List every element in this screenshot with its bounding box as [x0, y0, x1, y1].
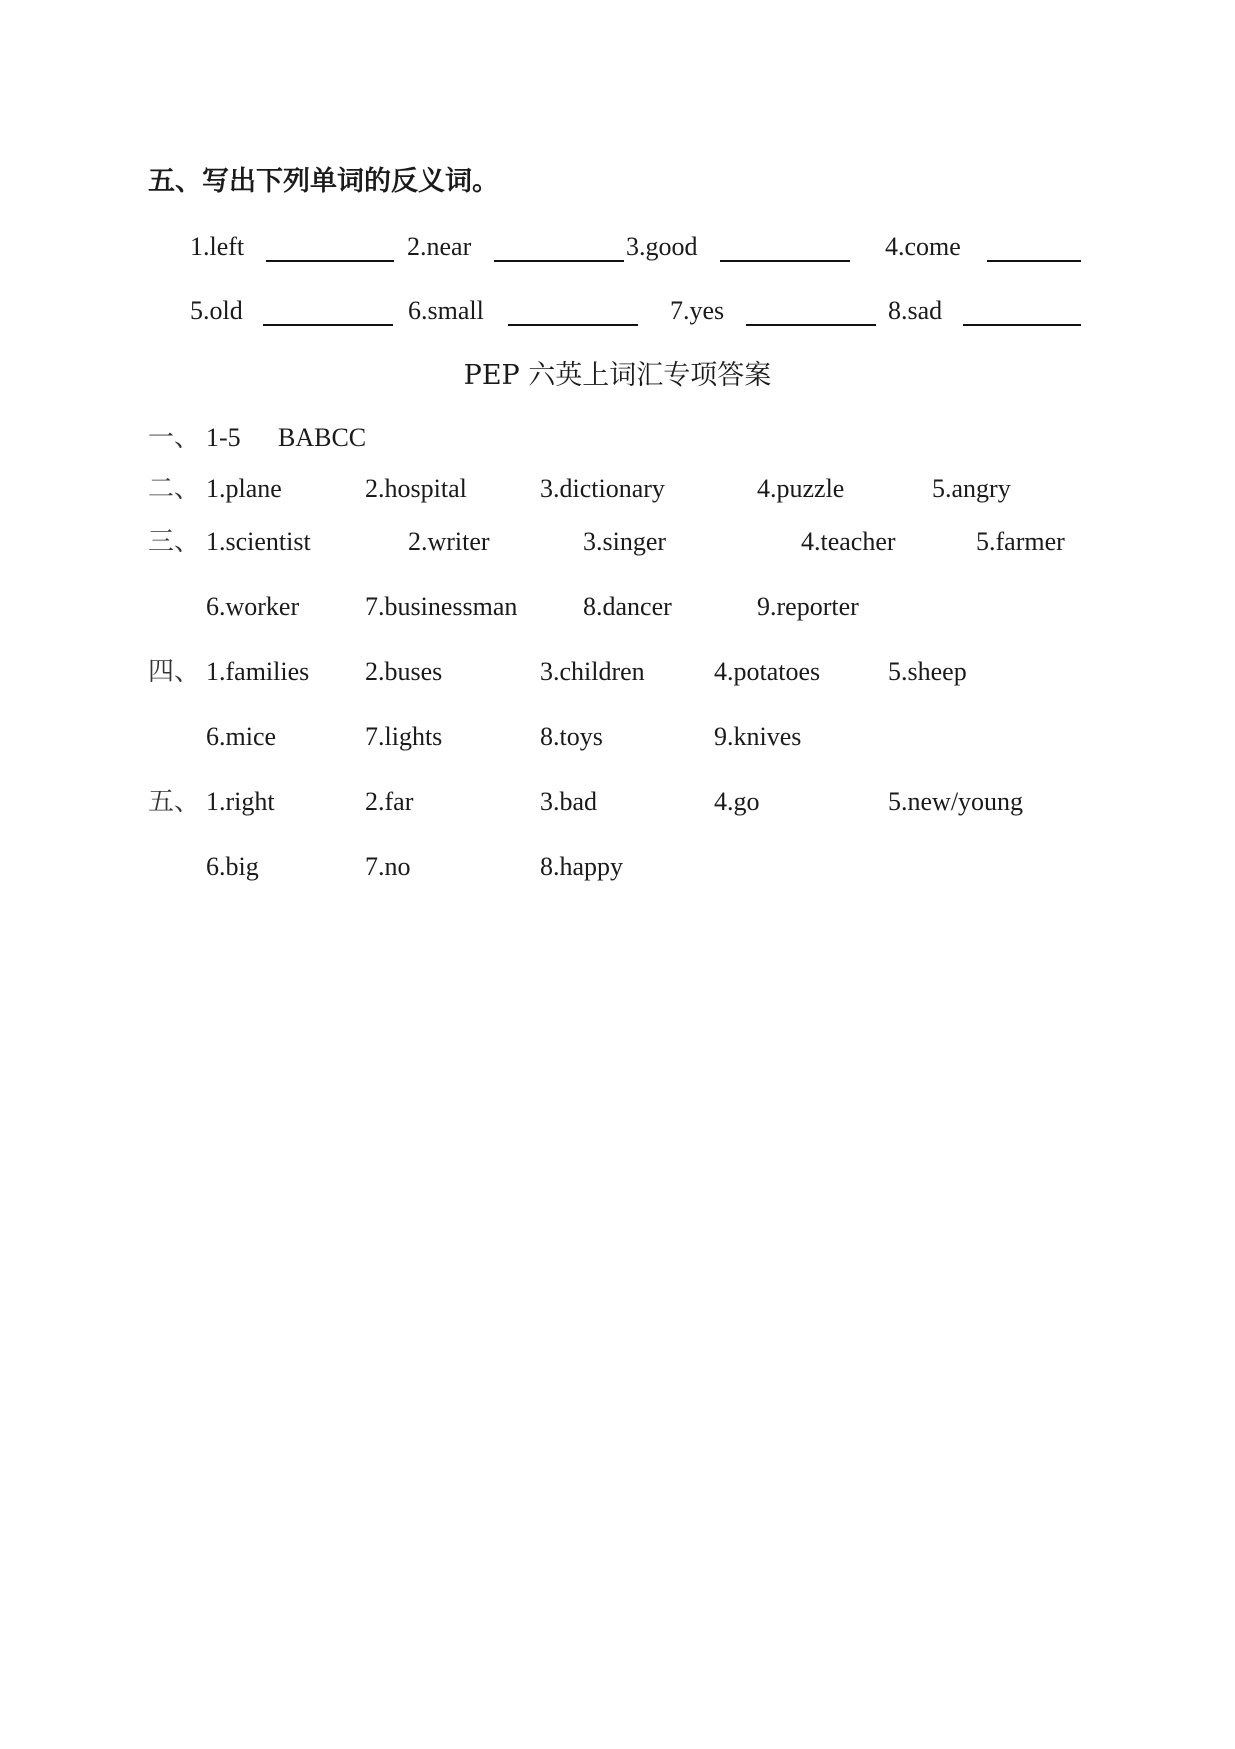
- exercise-item: 4.come: [885, 232, 961, 261]
- answer-blank[interactable]: [987, 258, 1081, 262]
- answer-item: 1.right: [206, 787, 275, 816]
- answer-blank[interactable]: [720, 258, 850, 262]
- answer-item: 1.scientist: [206, 527, 311, 556]
- answer-item: 4.go: [714, 787, 760, 816]
- answer-item: 5.new/young: [888, 787, 1024, 816]
- answer-item: 2.hospital: [365, 474, 467, 503]
- answer-item: 7.no: [365, 852, 411, 881]
- exercise-item: 6.small: [408, 296, 484, 325]
- answer-item: 4.teacher: [801, 527, 896, 556]
- exercise-item: 7.yes: [670, 296, 725, 325]
- exercise-item: 8.sad: [888, 296, 943, 325]
- answer-item: 3.dictionary: [540, 474, 665, 503]
- answer-item: 1.families: [206, 657, 310, 686]
- answer-item: 8.toys: [540, 722, 603, 751]
- answer-item: 4.puzzle: [757, 474, 845, 503]
- section-marker: 五、: [148, 787, 201, 817]
- section-heading: 五、写出下列单词的反义词。: [148, 166, 499, 197]
- answer-item: 7.lights: [365, 722, 443, 751]
- answer-label: 1-5: [206, 423, 241, 452]
- section-marker: 三、: [148, 527, 201, 557]
- answer-item: 5.angry: [932, 474, 1011, 503]
- exercise-item: 3.good: [626, 232, 698, 261]
- answer-item: 2.buses: [365, 657, 443, 686]
- answer-item: 2.writer: [408, 527, 490, 556]
- answer-item: 7.businessman: [365, 592, 518, 621]
- answer-item: 9.knives: [714, 722, 802, 751]
- answer-item: 5.sheep: [888, 657, 967, 686]
- answer-item: 5.farmer: [976, 527, 1065, 556]
- answer-blank[interactable]: [508, 322, 638, 326]
- answer-item: 3.singer: [583, 527, 667, 556]
- answer-item: 8.dancer: [583, 592, 672, 621]
- answer-item: 1.plane: [206, 474, 282, 503]
- answer-item: 8.happy: [540, 852, 624, 881]
- answer-blank[interactable]: [963, 322, 1081, 326]
- answer-item: 4.potatoes: [714, 657, 821, 686]
- answer-item: 3.bad: [540, 787, 598, 816]
- answer-blank[interactable]: [263, 322, 393, 326]
- answer-blank[interactable]: [494, 258, 624, 262]
- section-marker: 四、: [148, 657, 201, 687]
- answer-key-title: PEP 六英上词汇专项答案: [463, 360, 772, 391]
- answer-item: 6.big: [206, 852, 259, 881]
- answer-value: BABCC: [278, 423, 367, 452]
- answer-blank[interactable]: [746, 322, 876, 326]
- answer-item: 2.far: [365, 787, 414, 816]
- answer-item: 3.children: [540, 657, 645, 686]
- answer-item: 6.mice: [206, 722, 277, 751]
- answer-item: 6.worker: [206, 592, 300, 621]
- answer-blank[interactable]: [266, 258, 394, 262]
- exercise-item: 5.old: [190, 296, 243, 325]
- section-marker: 二、: [148, 474, 201, 504]
- exercise-item: 2.near: [407, 232, 472, 261]
- answer-item: 9.reporter: [757, 592, 859, 621]
- section-marker: 一、: [148, 423, 201, 453]
- exercise-item: 1.left: [190, 232, 245, 261]
